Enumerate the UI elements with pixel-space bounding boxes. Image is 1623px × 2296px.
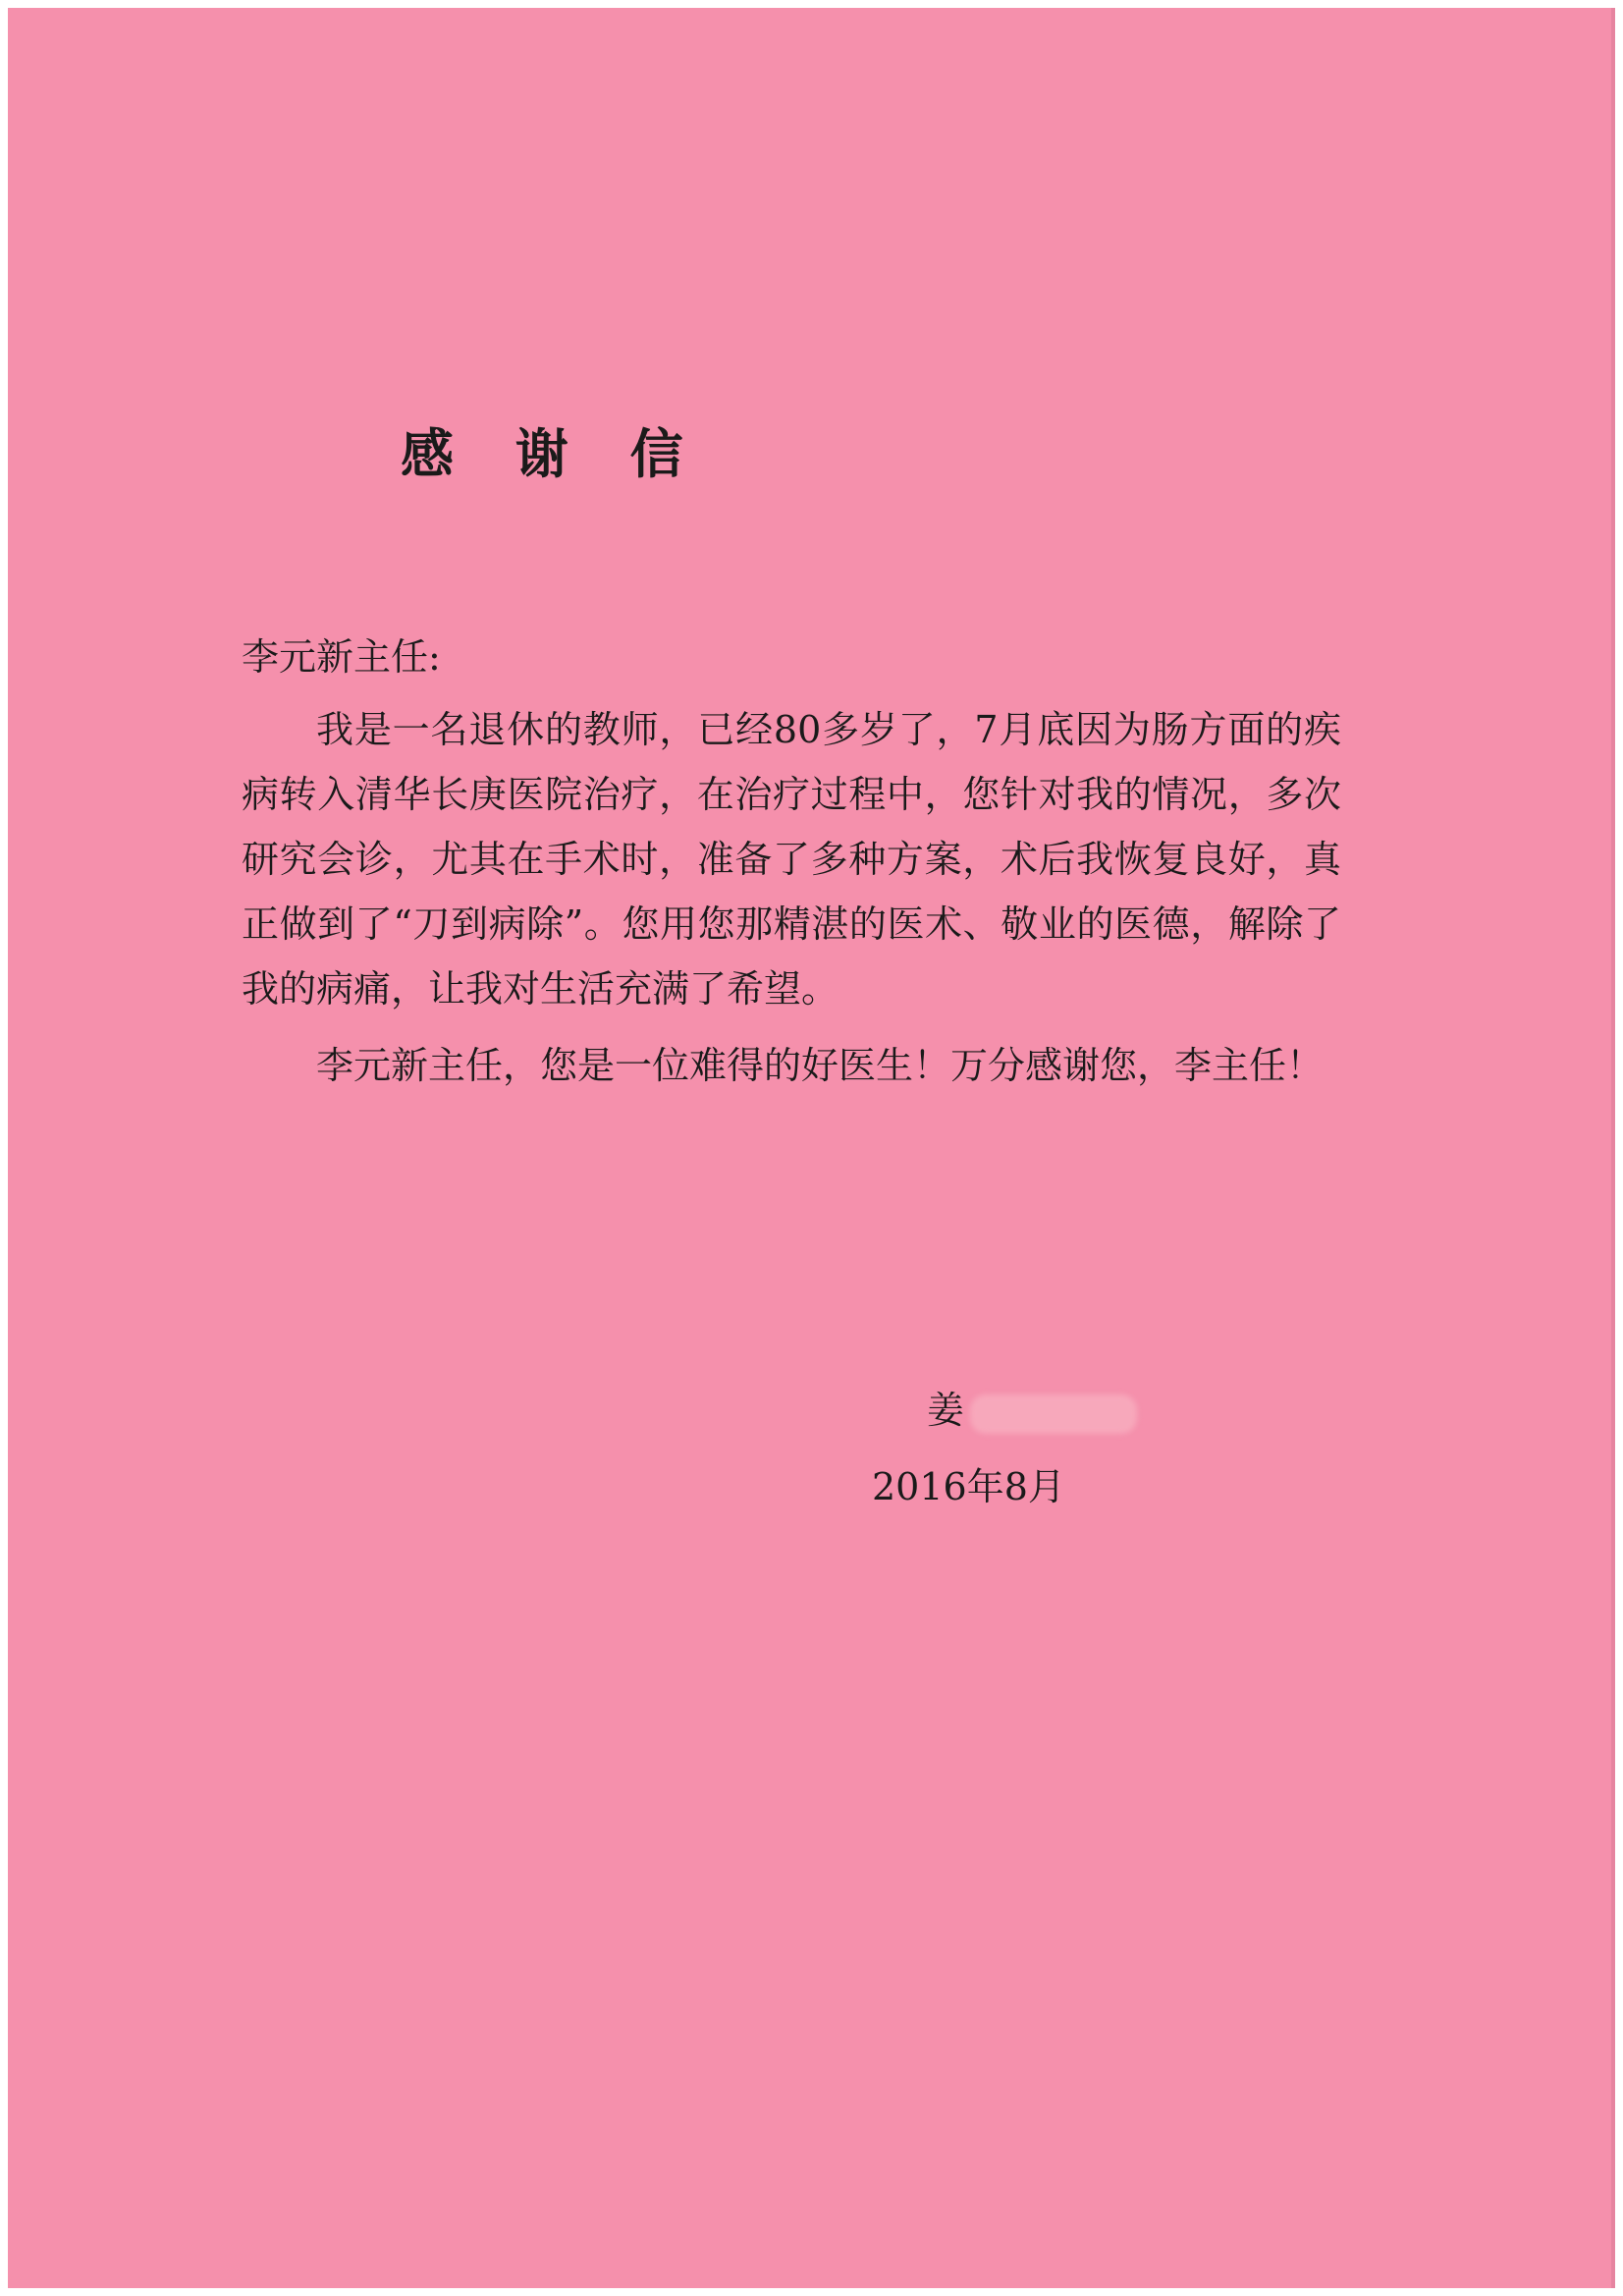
- salutation: 李元新主任:: [242, 635, 441, 679]
- letter-date: 2016年8月: [872, 1465, 1065, 1508]
- signature-line: [872, 1378, 1137, 1443]
- letter-body: [242, 625, 1361, 1110]
- paragraph-closing: 李元新主任，您是一位难得的好医生！万分感谢您，李主任！: [316, 1044, 1325, 1087]
- letter-title: 感 谢 信: [401, 423, 705, 485]
- paragraph-main: 我是一名退休的教师，已经80多岁了，7月底因为肠方面的疾病转入清华长庚医院治疗，在治疗过程中，您针对我的情况，多次研究会诊，尤其在手术时，准备了多种方案，术后我恢复良好，真正做到了“刀到病除”。您用您那精湛的医术、敬业的医德，解除了我的病痛，让我对生活充满了希望。: [242, 708, 1341, 1011]
- scan-edge: [1611, 8, 1615, 2288]
- signature-block: [872, 1378, 1137, 1519]
- redacted-name: [970, 1394, 1137, 1434]
- letter-page: [8, 8, 1615, 2288]
- signature-surname: 姜: [927, 1389, 965, 1432]
